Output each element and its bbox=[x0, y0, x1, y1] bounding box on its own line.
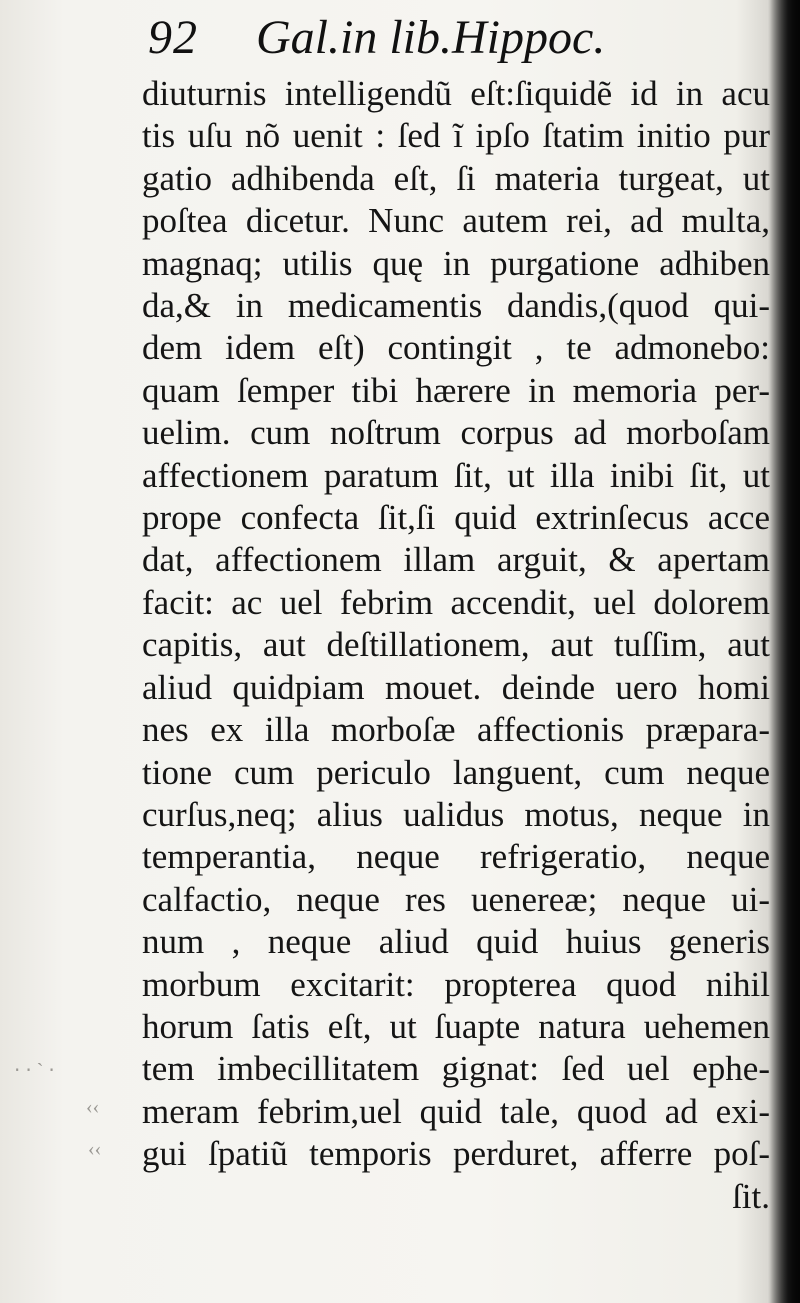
catchword: ſit. bbox=[732, 1176, 770, 1216]
text-line: meram febrim,uel quid tale, quod ad exi- bbox=[142, 1091, 770, 1131]
text-line: aliud quidpiam mouet. deinde uero homi bbox=[142, 667, 770, 707]
text-line: curſus,neq; alius ualidus motus, neque in bbox=[142, 794, 770, 834]
page-header bbox=[148, 10, 768, 80]
text-line: poſtea dicetur. Nunc autem rei, ad multa, bbox=[142, 201, 770, 241]
text-line: gatio adhibenda eſt, ſi materia turgeat, ut bbox=[142, 158, 770, 198]
text-line: quam ſemper tibi hærere in memoria per- bbox=[142, 370, 770, 410]
text-line: tis uſu nõ uenit : ſed ĩ ipſo ſtatim initio pur bbox=[142, 116, 770, 156]
text-line: facit: ac uel febrim accendit, uel dolorem bbox=[142, 582, 770, 622]
text-line: nes ex illa morboſæ affectionis præpara- bbox=[142, 710, 770, 750]
text-line: uelim. cum noſtrum corpus ad morboſam bbox=[142, 413, 770, 453]
page-number: 92 bbox=[148, 11, 198, 64]
text-line: da,& in medicamentis dandis,(quod qui- bbox=[142, 286, 770, 326]
text-line: tione cum periculo languent, cum neque bbox=[142, 752, 770, 792]
ink-mark: ‹‹ bbox=[86, 1096, 100, 1118]
text-line: horum ſatis eſt, ut ſuapte natura uehemen bbox=[142, 1006, 770, 1046]
running-title: Gal.in lib.Hippoc. bbox=[256, 11, 606, 64]
text-line: prope confecta ſit,ſi quid extrinſecus acce bbox=[142, 498, 770, 538]
text-line: calfactio, neque res uenereæ; neque ui- bbox=[142, 879, 770, 919]
text-line: magnaq; utilis quę in purgatione adhiben bbox=[142, 243, 770, 283]
text-line: diuturnis intelligendũ eſt:ſiquidẽ id in acu bbox=[142, 74, 770, 113]
text-line: affectionem paratum ſit, ut illa inibi ſit, ut bbox=[142, 455, 770, 495]
text-line: morbum excitarit: propterea quod nihil bbox=[142, 964, 770, 1004]
text-line: dat, affectionem illam arguit, & apertam bbox=[142, 540, 770, 580]
margin-ink-marks bbox=[8, 1040, 118, 1180]
text-line: dem idem eſt) contingit , te admonebo: bbox=[142, 328, 770, 368]
text-line: tem imbecillitatem gignat: ſed uel ephe- bbox=[142, 1049, 770, 1089]
text-line: gui ſpatiũ temporis perduret, afferre poſ- bbox=[142, 1134, 770, 1174]
ink-mark: ‧ ‧ ˋ ‧ bbox=[14, 1060, 55, 1082]
text-line: capitis, aut deſtillationem, aut tuſſim, aut bbox=[142, 625, 770, 665]
ink-mark: ‹‹ bbox=[88, 1138, 102, 1160]
body-text bbox=[142, 73, 772, 1218]
text-line: temperantia, neque refrigeratio, neque bbox=[142, 837, 770, 877]
text-line: num , neque aliud quid huius generis bbox=[142, 922, 770, 962]
